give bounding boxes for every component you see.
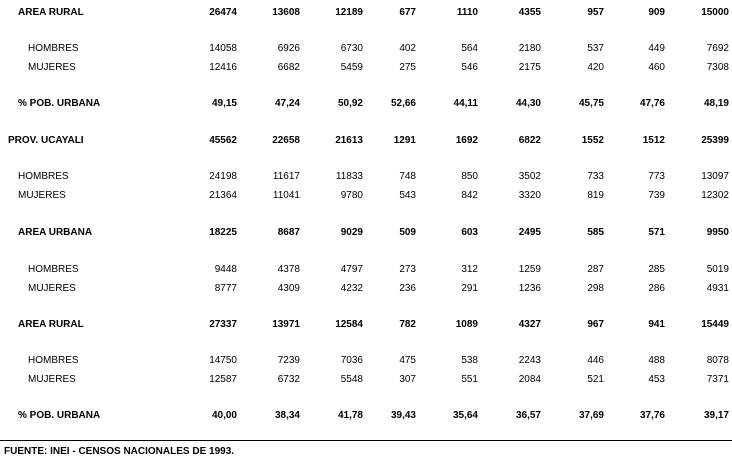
value-cell: 38,34 xyxy=(274,410,300,421)
value-cell: 538 xyxy=(461,355,478,366)
value-cell: 748 xyxy=(399,171,416,182)
value-cell: 5019 xyxy=(706,264,729,275)
value-cell: 967 xyxy=(587,319,604,330)
table-row xyxy=(0,318,732,332)
value-cell: 7308 xyxy=(706,62,729,73)
value-cell: 14058 xyxy=(209,43,237,54)
value-cell: 48,19 xyxy=(703,98,729,109)
value-cell: 286 xyxy=(648,283,665,294)
value-cell: 35,64 xyxy=(452,410,478,421)
value-cell: 21364 xyxy=(209,190,237,201)
value-cell: 12189 xyxy=(335,7,363,18)
value-cell: 3320 xyxy=(518,190,541,201)
value-cell: 298 xyxy=(587,283,604,294)
value-cell: 8777 xyxy=(214,283,237,294)
value-cell: 3502 xyxy=(518,171,541,182)
value-cell: 4309 xyxy=(277,283,300,294)
value-cell: 9780 xyxy=(340,190,363,201)
row-label: % POB. URBANA xyxy=(18,410,101,421)
value-cell: 402 xyxy=(399,43,416,54)
value-cell: 11041 xyxy=(272,190,300,201)
value-cell: 509 xyxy=(399,227,416,238)
row-label: MUJERES xyxy=(28,374,76,385)
value-cell: 9950 xyxy=(706,227,729,238)
value-cell: 11617 xyxy=(272,171,300,182)
value-cell: 18225 xyxy=(209,227,237,238)
value-cell: 287 xyxy=(587,264,604,275)
value-cell: 2084 xyxy=(518,374,541,385)
value-cell: 2175 xyxy=(518,62,541,73)
value-cell: 11833 xyxy=(335,171,363,182)
value-cell: 13608 xyxy=(272,7,300,18)
value-cell: 603 xyxy=(461,227,478,238)
value-cell: 5548 xyxy=(340,374,363,385)
table-row xyxy=(0,282,732,296)
value-cell: 8687 xyxy=(277,227,300,238)
value-cell: 1236 xyxy=(518,283,541,294)
value-cell: 782 xyxy=(399,319,416,330)
table-row xyxy=(0,189,732,203)
table-row xyxy=(0,61,732,75)
value-cell: 9448 xyxy=(214,264,237,275)
value-cell: 6682 xyxy=(277,62,300,73)
value-cell: 13971 xyxy=(272,319,300,330)
value-cell: 543 xyxy=(399,190,416,201)
value-cell: 15000 xyxy=(701,7,729,18)
value-cell: 571 xyxy=(648,227,665,238)
value-cell: 25399 xyxy=(701,135,729,146)
value-cell: 449 xyxy=(648,43,665,54)
row-label: MUJERES xyxy=(28,62,76,73)
value-cell: 21613 xyxy=(335,135,363,146)
value-cell: 941 xyxy=(648,319,665,330)
value-cell: 475 xyxy=(399,355,416,366)
value-cell: 4232 xyxy=(340,283,363,294)
source-footnote: FUENTE: INEI - CENSOS NACIONALES DE 1993. xyxy=(4,446,235,457)
row-label: MUJERES xyxy=(28,283,76,294)
value-cell: 2180 xyxy=(518,43,541,54)
value-cell: 551 xyxy=(461,374,478,385)
value-cell: 7692 xyxy=(706,43,729,54)
value-cell: 460 xyxy=(648,62,665,73)
row-label: HOMBRES xyxy=(28,355,79,366)
row-label: HOMBRES xyxy=(28,264,79,275)
value-cell: 7036 xyxy=(340,355,363,366)
value-cell: 1552 xyxy=(581,135,604,146)
row-label: AREA URBANA xyxy=(18,227,93,238)
table-row xyxy=(0,97,732,111)
value-cell: 47,24 xyxy=(274,98,300,109)
value-cell: 37,69 xyxy=(578,410,604,421)
value-cell: 957 xyxy=(587,7,604,18)
table-row xyxy=(0,170,732,184)
footer-divider xyxy=(0,440,732,441)
row-label: AREA RURAL xyxy=(18,7,84,18)
value-cell: 12416 xyxy=(209,62,237,73)
value-cell: 446 xyxy=(587,355,604,366)
value-cell: 850 xyxy=(461,171,478,182)
value-cell: 7371 xyxy=(706,374,729,385)
value-cell: 4355 xyxy=(518,7,541,18)
value-cell: 50,92 xyxy=(337,98,363,109)
table-row xyxy=(0,263,732,277)
value-cell: 12302 xyxy=(701,190,729,201)
value-cell: 12587 xyxy=(209,374,237,385)
value-cell: 819 xyxy=(587,190,604,201)
table-row xyxy=(0,42,732,56)
value-cell: 312 xyxy=(461,264,478,275)
value-cell: 1512 xyxy=(642,135,665,146)
value-cell: 9029 xyxy=(340,227,363,238)
value-cell: 13097 xyxy=(701,171,729,182)
value-cell: 285 xyxy=(648,264,665,275)
value-cell: 6926 xyxy=(277,43,300,54)
value-cell: 842 xyxy=(461,190,478,201)
table-row xyxy=(0,134,732,148)
value-cell: 273 xyxy=(399,264,416,275)
row-label: MUJERES xyxy=(18,190,66,201)
value-cell: 236 xyxy=(399,283,416,294)
value-cell: 5459 xyxy=(340,62,363,73)
value-cell: 488 xyxy=(648,355,665,366)
value-cell: 8078 xyxy=(706,355,729,366)
value-cell: 4327 xyxy=(518,319,541,330)
value-cell: 585 xyxy=(587,227,604,238)
value-cell: 37,76 xyxy=(639,410,665,421)
value-cell: 26474 xyxy=(209,7,237,18)
value-cell: 47,76 xyxy=(639,98,665,109)
value-cell: 1110 xyxy=(456,7,478,18)
value-cell: 6822 xyxy=(518,135,541,146)
value-cell: 546 xyxy=(461,62,478,73)
value-cell: 453 xyxy=(648,374,665,385)
row-label: HOMBRES xyxy=(18,171,69,182)
table-row xyxy=(0,354,732,368)
value-cell: 6730 xyxy=(340,43,363,54)
value-cell: 22658 xyxy=(272,135,300,146)
value-cell: 291 xyxy=(461,283,478,294)
value-cell: 52,66 xyxy=(390,98,416,109)
value-cell: 39,43 xyxy=(390,410,416,421)
value-cell: 521 xyxy=(587,374,604,385)
value-cell: 27337 xyxy=(209,319,237,330)
value-cell: 24198 xyxy=(209,171,237,182)
row-label: % POB. URBANA xyxy=(18,98,101,109)
value-cell: 44,11 xyxy=(453,98,478,109)
value-cell: 12584 xyxy=(335,319,363,330)
value-cell: 733 xyxy=(587,171,604,182)
value-cell: 41,78 xyxy=(337,410,363,421)
value-cell: 2243 xyxy=(518,355,541,366)
value-cell: 739 xyxy=(648,190,665,201)
value-cell: 1291 xyxy=(393,135,416,146)
value-cell: 4378 xyxy=(277,264,300,275)
value-cell: 773 xyxy=(648,171,665,182)
value-cell: 36,57 xyxy=(515,410,541,421)
table-row xyxy=(0,6,732,20)
value-cell: 307 xyxy=(399,374,416,385)
value-cell: 15449 xyxy=(701,319,729,330)
value-cell: 6732 xyxy=(277,374,300,385)
value-cell: 4931 xyxy=(706,283,729,294)
row-label: PROV. UCAYALI xyxy=(8,135,84,146)
value-cell: 1692 xyxy=(455,135,478,146)
value-cell: 564 xyxy=(461,43,478,54)
value-cell: 420 xyxy=(587,62,604,73)
value-cell: 677 xyxy=(399,7,416,18)
table-row xyxy=(0,409,732,423)
table-row xyxy=(0,373,732,387)
value-cell: 537 xyxy=(587,43,604,54)
row-label: HOMBRES xyxy=(28,43,79,54)
value-cell: 275 xyxy=(399,62,416,73)
value-cell: 4797 xyxy=(340,264,363,275)
table-row xyxy=(0,226,732,240)
value-cell: 2495 xyxy=(518,227,541,238)
value-cell: 45562 xyxy=(209,135,237,146)
value-cell: 7239 xyxy=(277,355,300,366)
value-cell: 1259 xyxy=(518,264,541,275)
value-cell: 14750 xyxy=(209,355,237,366)
value-cell: 40,00 xyxy=(211,410,237,421)
value-cell: 909 xyxy=(648,7,665,18)
value-cell: 49,15 xyxy=(211,98,237,109)
value-cell: 1089 xyxy=(455,319,478,330)
row-label: AREA RURAL xyxy=(18,319,84,330)
value-cell: 44,30 xyxy=(515,98,541,109)
value-cell: 39,17 xyxy=(703,410,729,421)
value-cell: 45,75 xyxy=(578,98,604,109)
